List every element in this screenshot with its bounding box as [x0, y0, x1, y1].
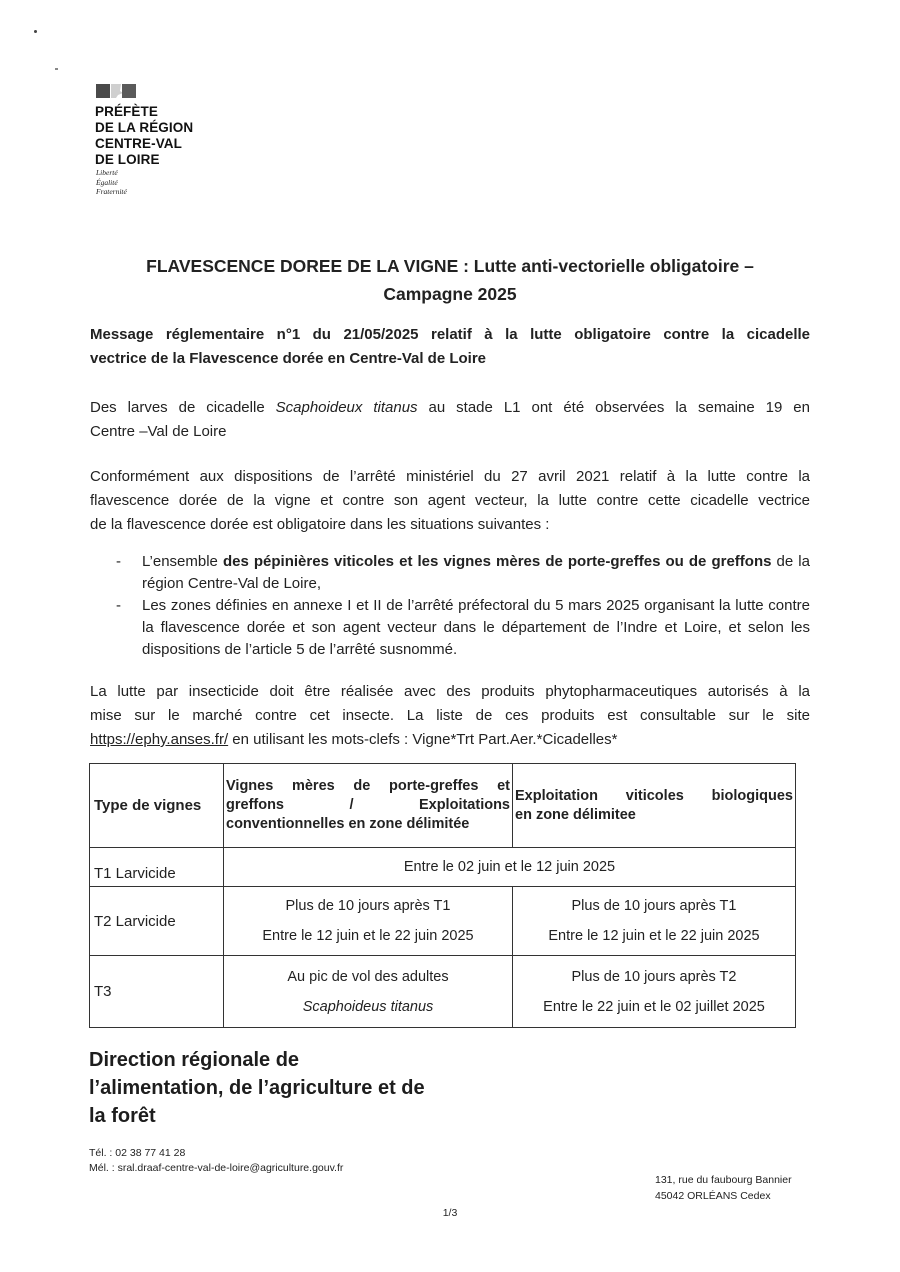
org-line: Direction régionale de: [89, 1049, 300, 1071]
row-label: T3: [90, 956, 224, 1028]
paragraph-line: de la flavescence dorée est obligatoire dans les situations suivantes :: [90, 516, 550, 533]
motto-line: Fraternité: [96, 187, 127, 196]
regulation-paragraph: [90, 465, 810, 537]
bullet-dash: -: [116, 597, 121, 614]
insecticide-paragraph: [90, 680, 810, 752]
regulatory-message-heading: [90, 323, 810, 371]
contact-block: [89, 1146, 343, 1176]
page-number: 1/3: [442, 1207, 458, 1219]
bold-text: des pépinières viticoles et les vignes mères de porte-greffes ou de greffons: [222, 553, 772, 570]
conventional-cell: [224, 887, 513, 956]
prefecture-line: DE LOIRE: [95, 152, 160, 167]
motto-line: Liberté: [96, 168, 118, 177]
cell-line: Entre le 12 juin et le 22 juin 2025: [548, 928, 760, 944]
scan-speck: [34, 30, 37, 33]
cell-line: Plus de 10 jours après T1: [285, 898, 451, 914]
republic-motto: [96, 168, 127, 197]
bullet-dash: -: [116, 553, 121, 570]
text-run: Les zones définies en annexe I et II de l’arrêté préfectoral du 5 mars 2025 organisant la lutte contre la flavescence dorée et son agent vecteur dans le département de l’Indre et Loire, et selon les dispositions de l’article 5 de l’arrêté susnommé.: [142, 597, 810, 658]
scan-speck: [55, 68, 58, 70]
paragraph-line: mise sur le marché contre cet insecte. La liste de ces produits est consultable sur le site: [90, 707, 810, 724]
list-item: [90, 551, 810, 595]
table-row: [90, 956, 796, 1028]
logo-flag-left: [96, 84, 110, 98]
table-header-row: [90, 764, 796, 848]
title-line: Campagne 2025: [383, 284, 517, 304]
treatment-schedule-table: [89, 763, 796, 1028]
species-name: Scaphoideus titanus: [302, 998, 434, 1015]
logo-marianne-profile: [111, 84, 123, 98]
paragraph-line: flavescence dorée de la vigne et contre son agent vecteur, la lutte contre cette cicadelle vectrice: [90, 492, 810, 509]
organic-cell: [513, 956, 796, 1028]
prefecture-line: PRÉFÈTE: [95, 104, 158, 119]
cell-line: Entre le 12 juin et le 22 juin 2025: [262, 928, 474, 944]
logo-flag-right: [122, 84, 136, 98]
row-label: T1 Larvicide: [90, 848, 224, 887]
text-run: de la région Centre-Val de Loire,: [142, 553, 810, 592]
phone-number: Tél. : 02 38 77 41 28: [89, 1147, 186, 1159]
merged-date-cell: Entre le 02 juin et le 12 juin 2025: [224, 848, 796, 887]
species-name: Scaphoideux titanus: [275, 399, 418, 416]
subtitle-line: Message réglementaire n°1 du 21/05/2025 relatif à la lutte obligatoire contre la cicadelle: [90, 326, 810, 343]
header-line: conventionnelles en zone délimitée: [226, 816, 470, 832]
header-conventional: [224, 764, 513, 848]
motto-line: Égalité: [96, 177, 118, 187]
marianne-logo-icon: [96, 82, 136, 100]
header-organic: [513, 764, 796, 848]
prefecture-line: DE LA RÉGION: [95, 120, 194, 135]
paragraph-line: Centre –Val de Loire: [90, 423, 227, 440]
situations-list: [90, 551, 810, 661]
cell-line: Plus de 10 jours après T1: [571, 898, 737, 914]
paragraph-line: Conformément aux dispositions de l’arrêté ministériel du 27 avril 2021 relatif à la lutte contre la: [90, 468, 810, 485]
address-line: 45042 ORLÉANS Cedex: [655, 1190, 771, 1202]
prefecture-name: [95, 104, 193, 168]
postal-address: [655, 1172, 792, 1204]
org-line: la forêt: [89, 1105, 156, 1127]
cell-line: Plus de 10 jours après T2: [571, 968, 737, 985]
header-line: Exploitation viticoles biologiques: [515, 787, 793, 804]
text-run: au stade L1 ont été observées la semaine 19 en: [417, 399, 810, 416]
org-line: l’alimentation, de l’agriculture et de: [89, 1077, 425, 1099]
table-row: [90, 848, 796, 887]
email-address: Mél. : sral.draaf-centre-val-de-loire@agriculture.gouv.fr: [89, 1162, 344, 1174]
text-run: en utilisant les mots-clefs : Vigne*Trt Part.Aer.*Cicadelles*: [228, 731, 618, 748]
organic-cell: [513, 887, 796, 956]
ephy-link[interactable]: https://ephy.anses.fr/: [90, 731, 229, 748]
observation-paragraph: [90, 396, 810, 444]
title-line: FLAVESCENCE DOREE DE LA VIGNE : Lutte anti-vectorielle obligatoire –: [146, 256, 754, 276]
table-row: [90, 887, 796, 956]
list-item: [90, 595, 810, 661]
cell-line: Au pic de vol des adultes: [287, 968, 449, 985]
header-line: en zone délimitee: [515, 806, 636, 823]
conventional-cell: [224, 956, 513, 1028]
address-line: 131, rue du faubourg Bannier: [655, 1174, 792, 1186]
document-title: [90, 252, 810, 308]
header-line: Vignes mères de porte-greffes et: [226, 778, 510, 794]
draaf-organization-name: [89, 1046, 425, 1130]
text-run: L’ensemble: [142, 553, 223, 570]
paragraph-line: La lutte par insecticide doit être réalisée avec des produits phytopharmaceutiques autorisés à la: [90, 683, 810, 700]
paragraph-line: [90, 396, 810, 420]
row-label: T2 Larvicide: [90, 887, 224, 956]
prefecture-line: CENTRE-VAL: [95, 136, 182, 151]
cell-line: Entre le 22 juin et le 02 juillet 2025: [543, 998, 765, 1015]
subtitle-line: vectrice de la Flavescence dorée en Centre-Val de Loire: [90, 350, 487, 367]
paragraph-line: [90, 728, 810, 752]
header-vine-type: Type de vignes: [90, 764, 224, 848]
text-run: Des larves de cicadelle: [90, 399, 276, 416]
header-line: greffons / Exploitations: [226, 797, 510, 813]
